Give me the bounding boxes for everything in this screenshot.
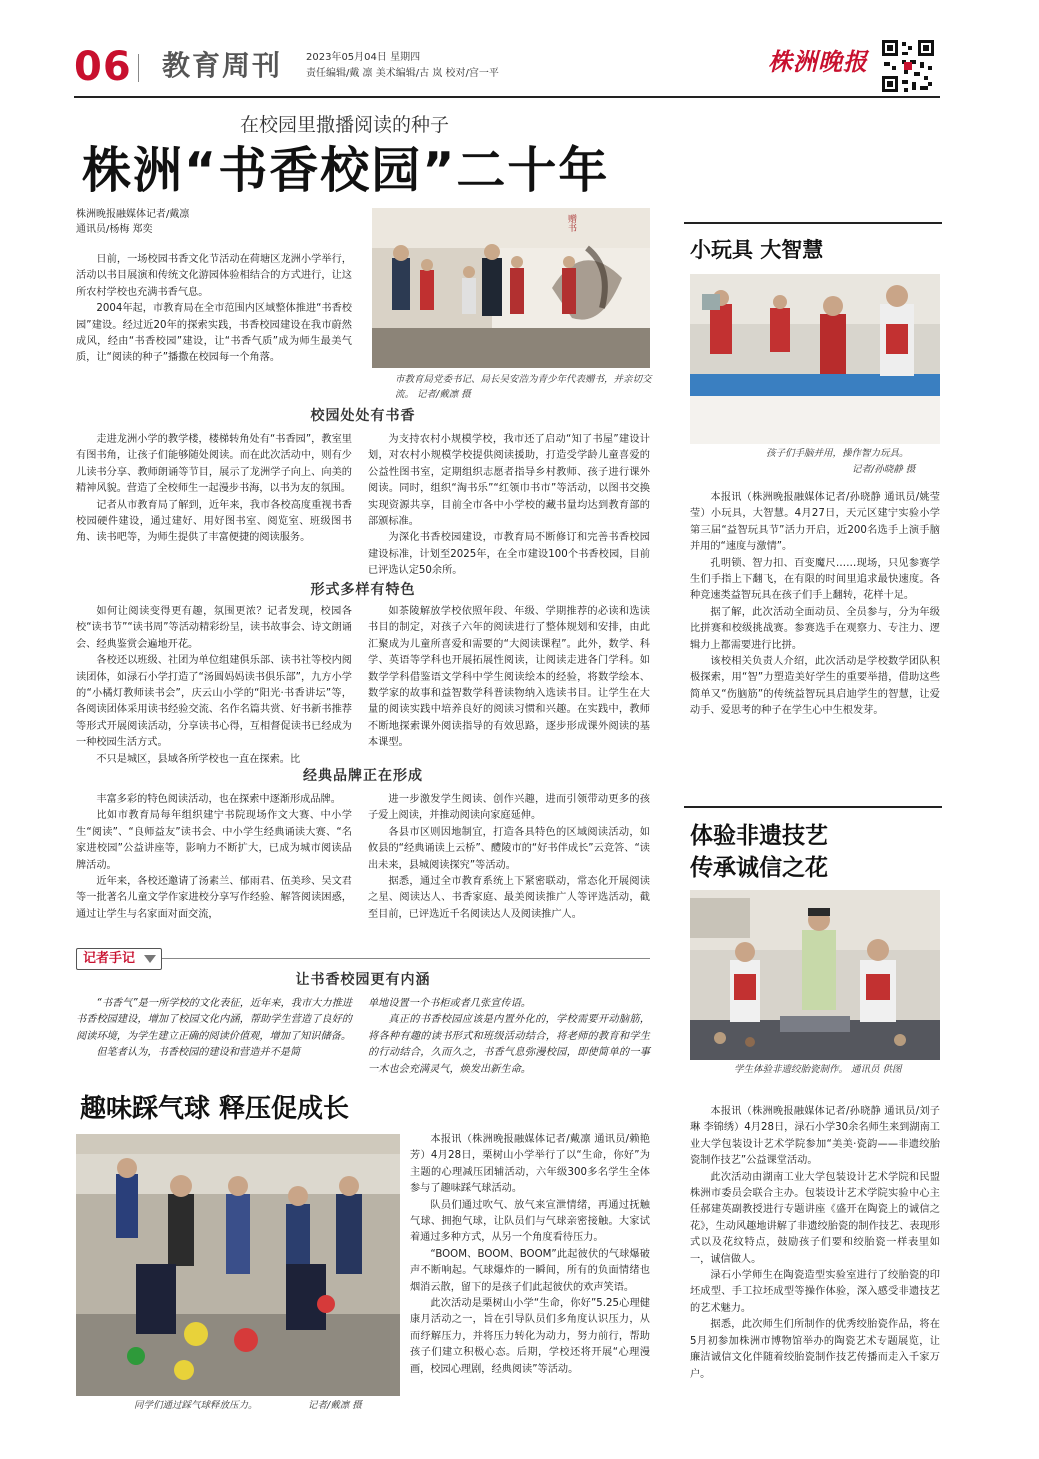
date-line: 2023年05月04日 星期四 (306, 52, 421, 63)
paragraph: 如何让阅读变得更有趣，氛围更浓？记者发现，校园各校“读书节”“读书周”等活动精彩纷呈，读书故事会、诗文朗诵会、经典鉴赏会遍地开花。 (76, 606, 352, 650)
section-1-left-column (76, 432, 352, 572)
paragraph: 丰富多彩的特色阅读活动，也在探索中逐渐形成品牌。 (96, 794, 341, 805)
paragraph: “BOOM、BOOM、BOOM”此起彼伏的气球爆破声不断响起。气球爆炸的一瞬间，所有的负面情绪也烟消云散，留下的是孩子们此起彼伏的欢声笑语。 (410, 1248, 650, 1293)
paragraph: 走进龙洲小学的教学楼，楼梯转角处有“书香园”，教室里有图书角，让孩子们能够随处阅读。而在此次活动中，则有少儿读书分享、教师朗诵等节目，展示了龙洲学子向上、向美的精神风貌。营造了全校师生一起漫步书海，以书为友的氛围。 (76, 434, 352, 495)
qr-code-icon (880, 38, 936, 94)
section-heading-1: 校园处处有书香 (310, 408, 416, 424)
section-1-right-column (368, 432, 650, 577)
paragraph: 据悉，此次师生们所制作的优秀绞胎瓷作品，将在5月初参加株洲市博物馆举办的陶瓷艺术专题展览，让廉洁诚信文化伴随着绞胎瓷制作技艺传播而走入千家万户。 (690, 1319, 940, 1380)
heritage-photo (690, 890, 940, 1060)
lead-byline-reporter: 株洲晚报融媒体记者/戴凛 (76, 209, 190, 220)
toys-top-rule (684, 222, 942, 224)
lead-byline-correspondent: 通讯员/杨梅 郑奕 (76, 224, 153, 235)
paragraph: 真正的书香校园应该是内置外化的，学校需要开动脑筋，将各种有趣的读书形式和班级活动结合，将老师的教育和学生的行动结合，久而久之，书香气息弥漫校园，即使简单的一事一木也会充满灵气，焕发出新生命。 (368, 1014, 650, 1075)
notebook-rule (162, 958, 650, 959)
notebook-title: 让书香校园更有内涵 (295, 972, 431, 988)
section-heading-3: 经典品牌正在形成 (303, 768, 423, 784)
paragraph: 为支持农村小规模学校，我市还了启动“知了书屋”建设计划，对农村小规模学校提供阅读援助，打造受学龄儿童喜爱的公益性图书室，定期组织志愿者指导乡村教师、孩子进行课外阅读。同时，组织“淘书乐”“红领巾书市”等活动，以图书交换实现资源共享，目前全市各中小学校的藏书量均达到教育部的部颁标准。 (368, 434, 650, 528)
book-gift-photo (372, 208, 650, 368)
balloon-photo-credit: 记者/戴凛 摄 (308, 1400, 362, 1411)
section-2-left-column (76, 604, 352, 765)
paragraph: 近年来，各校还邀请了汤素兰、郁雨君、伍美珍、吴文君等一批著名儿童文学作家进校分享写作经验、解答阅读困惑，通过让学生与名家面对面交流， (76, 876, 352, 920)
lead-kicker: 在校园里撒播阅读的种子 (240, 114, 450, 136)
lead-photo-caption: 市教育局党委书记、局长吴安浩为青少年代表赠书，并亲切交流。 记者/戴凛 摄 (395, 374, 652, 400)
section-name: 教育周刊 (162, 49, 283, 82)
toys-photo (690, 274, 940, 444)
paragraph: 日前，一场校园书香文化节活动在荷塘区龙洲小学举行，活动以书目展演和传统文化游园体验相结合的方式进行，让这所农村学校也充满书香气息。 (76, 254, 352, 298)
paragraph: 据了解，此次活动全面动员、全员参与，分为年级比拼赛和校级挑战赛。参赛选手在观察力、专注力、逻辑力上都需要进行比拼。 (690, 606, 940, 651)
header-divider (138, 54, 139, 82)
paragraph: 此次活动由湖南工业大学包装设计艺术学院和民盟株洲市委员会联合主办。包装设计艺术学院实验中心主任郝建英副教授进行专题讲座《盛开在陶瓷上的诚信之花》，生动风趣地讲解了非遗绞胎瓷的制作技艺、表现形式以及花纹特点，鼓励孩子们要和绞胎瓷一样表里如一，诚信做人。 (690, 1171, 940, 1265)
photo-stamp: 赠书 (566, 214, 576, 232)
section-3-right-column (368, 792, 650, 940)
paragraph: 各校还以班级、社团为单位组建俱乐部、读书社等校内阅读团体，如渌石小学打造了“汤圆妈妈读书俱乐部”，九方小学的“小橘灯教师读书会”，庆云山小学的“阳光·书香讲坛”等，各阅读团体采用读书经验交流、名作名篇共赏、好书新书推荐等形式开展阅读活动，分享读书心得，互相督促读书已经成为一种校园生活方式。 (76, 655, 352, 749)
paragraph: 据悉，通过全市教育系统上下紧密联动，常态化开展阅读之星、阅读达人、书香家庭、最美阅读推广人等评选活动，截至目前，已评选近千名阅读达人及阅读推广人。 (368, 876, 650, 920)
newspaper-logo: 株洲晚报 (768, 47, 868, 76)
notebook-tag-label: 记者手记 (83, 951, 136, 966)
paragraph: 为深化书香校园建设，市教育局不断修订和完善书香校园建设标准，计划至2025年，在全市建设100个书香校园，目前已评选认定50余所。 (368, 532, 650, 577)
paragraph: 此次活动是栗树山小学“生命，你好”5.25心理健康月活动之一，旨在引导队员们多角度认识压力，从而纾解压力，并将压力转化为动力，努力前行，帮助孩子们建立积极心态。后期，学校还将开展“心理漫画，校园心理剧，经典阅读”等活动。 (410, 1298, 650, 1375)
balloon-headline: 趣味踩气球 释压促成长 (80, 1094, 350, 1124)
paragraph: 如茶陵解放学校依照年段、年级、学期推荐的必读和选读书目的制定，对孩子六年的阅读进行了整体规划和安排，由此汇聚成为儿童所喜爱和需要的“大阅读课程”。此外，数学、科学、英语等学科也开展拓展性阅读，让阅读走进各门学科。如数学学科借鉴语文学科中学生阅读绘本的经验，将数学绘本、数学家的故事和益智数学科普读物纳入选读书目。让学生在大量的阅读实践中培养良好的阅读习惯和兴趣。在实践中，教师不断地探索课外阅读指导的有效思路，逐步形成课外阅读的基本课型。 (368, 606, 650, 749)
paragraph: 单地设置一个书柜或者几张宣传语。 (368, 998, 531, 1009)
paragraph: 2004年起，市教育局在全市范围内区域整体推进“书香校园”建设。经过近20年的探索实践，书香校园建设在我市蔚然成风，经由“书香校园”建设，让“书香气质”成为师生最美气质，让“阅读的种子”播撒在校园每一个角落。 (76, 303, 352, 364)
header-rule (74, 96, 940, 98)
paragraph: “书香气”是一所学校的文化表征，近年来，我市大力推进书香校园建设，增加了校园文化内涵，帮助学生营造了良好的阅读环境，为学生建立正确的阅读价值观，增加了知识储备。 (76, 998, 352, 1042)
toys-headline: 小玩具 大智慧 (690, 238, 824, 262)
heritage-photo-caption: 学生体验非遗绞胎瓷制作。 通讯员 供图 (734, 1064, 902, 1075)
paragraph: 孔明锁、智力扣、百变魔尺……现场，只见参赛学生们手指上下翻飞，在有限的时间里追求最快速度。各种竞速类益智玩具在孩子们手上翻转，花样十足。 (690, 557, 940, 602)
paragraph: 进一步激发学生阅读、创作兴趣，进而引领带动更多的孩子爱上阅读，并推动阅读向家庭延伸。 (368, 794, 650, 822)
notebook-left-column (76, 996, 352, 1076)
section-2-right-column (368, 604, 650, 752)
toys-photo-caption: 孩子们手脑并用，操作智力玩具。 (766, 448, 909, 459)
paragraph: 该校相关负责人介绍，此次活动是学校数学团队积极探索，用“智”力塑造美好学生的重要举措，借助这些简单又“伤脑筋”的传统益智玩具启迪学生的智慧，让爱动手、爱思考的种子在学生心中生根发芽。 (690, 656, 940, 717)
heritage-top-rule (684, 806, 942, 808)
chevron-down-icon (144, 955, 156, 963)
balloon-photo-caption: 同学们通过踩气球释放压力。 (134, 1400, 258, 1411)
balloon-body (410, 1132, 650, 1422)
paragraph: 记者从市教育局了解到，近年来，我市各校高度重视书香校园硬件建设，通过建好、用好图书室、阅览室、班级图书角、读书吧等，为师生提供了丰富便捷的阅读服务。 (76, 499, 352, 544)
heritage-body (690, 1104, 940, 1426)
paragraph: 本报讯（株洲晚报融媒体记者/孙晓静 通讯员/姚莹莹）小玩具，大智慧。4月27日，天元区建宁实验小学第三届“益智玩具节”活力开启，近200名选手上演手脑并用的“速度与激情”。 (690, 492, 940, 553)
section-3-left-column (76, 792, 352, 940)
section-heading-2: 形式多样有特色 (310, 582, 416, 598)
balloon-photo (76, 1134, 400, 1396)
lead-intro (76, 252, 352, 380)
notebook-tag (76, 948, 162, 970)
paragraph: 各县市区则因地制宜，打造各具特色的区域阅读活动，如攸县的“经典诵读上云桥”、醴陵市的“好书伴成长”云竞答、“读出未来，县城阅读探究”等活动。 (368, 826, 650, 871)
toys-photo-credit: 记者/孙晓静 摄 (852, 464, 916, 475)
paragraph: 但笔者认为，书香校园的建设和营造并不是简 (96, 1047, 301, 1059)
paragraph: 本报讯（株洲晚报融媒体记者/孙晓静 通讯员/刘子琳 李锦绣）4月28日，渌石小学30余名师生来到湖南工业大学包装设计艺术学院参加“美美·瓷韵——非遗绞胎瓷制作技艺”公益课堂活动。 (690, 1106, 940, 1167)
paragraph: 不只是城区，县域各所学校也一直在探索。比 (96, 753, 301, 765)
lead-headline: 株洲“书香校园”二十年 (82, 142, 610, 199)
paragraph: 渌石小学师生在陶瓷造型实验室进行了绞胎瓷的印坯成型、手工拉坯成型等操作体验，深入感受非遗技艺的艺术魅力。 (690, 1270, 940, 1314)
heritage-headline-line-2: 传承诚信之花 (690, 855, 828, 881)
page-number: 06 (74, 44, 132, 90)
notebook-right-column (368, 996, 650, 1076)
paragraph: 本报讯（株洲晚报融媒体记者/戴凛 通讯员/赖艳芳）4月28日，栗树山小学举行了以“生命，你好”为主题的心理减压团辅活动，六年级300多名学生全体参与了趣味踩气球活动。 (410, 1134, 650, 1195)
paragraph: 队员们通过吹气、放气来宣泄情绪，再通过抚触气球、拥抱气球，让队员们与气球亲密接触。大家试着通过多种方式，从另一个角度看待压力。 (410, 1199, 650, 1244)
paragraph: 比如市教育局每年组织建宁书院现场作文大赛、中小学生“阅读”、“良师益友”读书会、中小学生经典诵读大赛、“名家进校园”公益讲座等，影响力不断扩大，已成为城市阅读品牌活动。 (76, 810, 352, 871)
editors-line: 责任编辑/戴 凛 美术编辑/古 岚 校对/宫一平 (306, 68, 499, 79)
toys-body (690, 490, 940, 780)
heritage-headline-line-1: 体验非遗技艺 (690, 823, 828, 849)
